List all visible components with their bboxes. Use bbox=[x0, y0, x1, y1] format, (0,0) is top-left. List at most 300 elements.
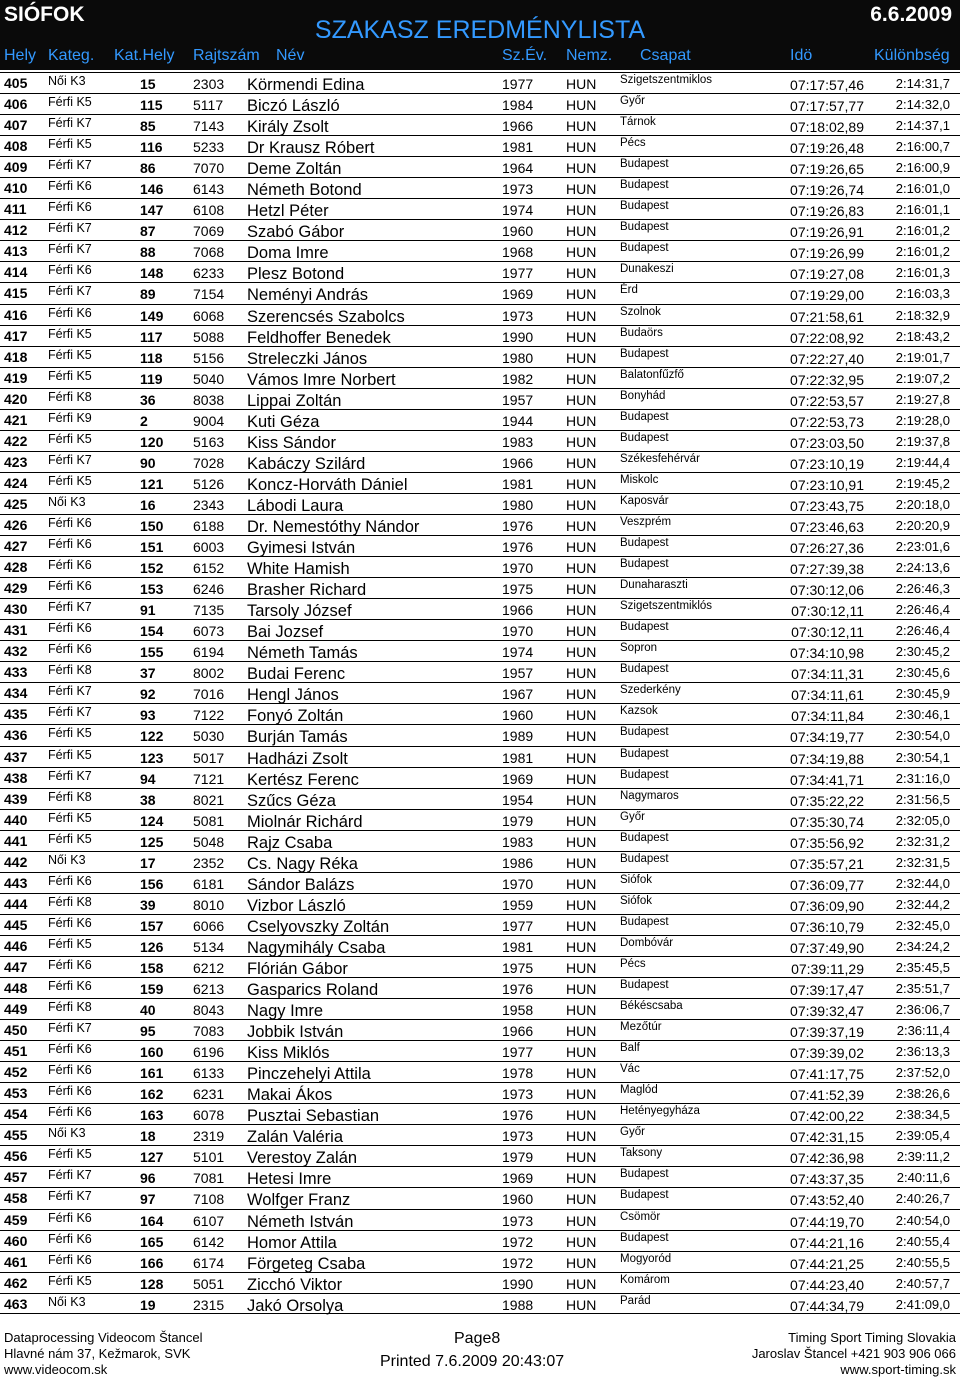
cell-category-place: 166 bbox=[140, 1254, 164, 1271]
cell-category-place: 86 bbox=[140, 160, 156, 177]
cell-birth-year: 1977 bbox=[502, 917, 534, 934]
cell-name: Feldhoffer Benedek bbox=[247, 328, 391, 347]
cell-place: 431 bbox=[4, 622, 28, 639]
cell-name: Lábodi Laura bbox=[247, 496, 344, 515]
cell-category-place: 90 bbox=[140, 454, 156, 471]
cell-category: Férfi K6 bbox=[48, 1252, 92, 1267]
table-row bbox=[0, 493, 960, 514]
cell-name: Kiss Sándor bbox=[247, 433, 336, 452]
cell-place: 456 bbox=[4, 1148, 28, 1165]
cell-place: 409 bbox=[4, 159, 28, 176]
cell-difference: 2:19:37,8 bbox=[895, 433, 950, 449]
cell-nationality: HUN bbox=[566, 1233, 597, 1250]
cell-place: 440 bbox=[4, 811, 28, 828]
cell-nationality: HUN bbox=[566, 139, 597, 156]
cell-place: 445 bbox=[4, 916, 28, 933]
cell-nationality: HUN bbox=[566, 560, 597, 577]
cell-name: Homor Attila bbox=[247, 1233, 337, 1252]
cell-bib-number: 6073 bbox=[193, 623, 225, 640]
cell-time: 07:39:39,02 bbox=[790, 1045, 864, 1062]
table-row bbox=[0, 177, 960, 198]
table-row bbox=[0, 304, 960, 325]
cell-time: 07:36:10,79 bbox=[790, 918, 864, 935]
cell-category: Férfi K7 bbox=[48, 452, 92, 467]
cell-category: Férfi K5 bbox=[48, 95, 92, 110]
cell-team: Budapest bbox=[620, 852, 669, 865]
cell-category-place: 162 bbox=[140, 1086, 164, 1103]
col-kateg: Kateg. bbox=[48, 47, 95, 64]
col-csapat: Csapat bbox=[640, 47, 691, 64]
cell-nationality: HUN bbox=[566, 1065, 597, 1082]
cell-place: 459 bbox=[4, 1211, 28, 1228]
cell-difference: 2:16:00,7 bbox=[895, 139, 950, 155]
cell-birth-year: 1958 bbox=[502, 1002, 534, 1019]
cell-team: Nagymaros bbox=[620, 789, 679, 802]
cell-category: Női K3 bbox=[48, 1294, 86, 1309]
cell-difference: 2:20:18,0 bbox=[895, 496, 950, 512]
cell-place: 452 bbox=[4, 1064, 28, 1081]
cell-birth-year: 1990 bbox=[502, 1275, 534, 1292]
cell-team: Budapest bbox=[620, 410, 669, 423]
cell-category: Férfi K8 bbox=[48, 389, 92, 404]
cell-team: Sopron bbox=[620, 642, 658, 655]
cell-category: Férfi K6 bbox=[48, 1105, 92, 1120]
cell-birth-year: 1954 bbox=[502, 791, 534, 808]
cell-category: Férfi K7 bbox=[48, 1021, 92, 1036]
cell-nationality: HUN bbox=[566, 496, 597, 513]
cell-difference: 2:16:01,2 bbox=[895, 223, 950, 239]
cell-nationality: HUN bbox=[566, 917, 597, 934]
cell-name: Nagymihály Csaba bbox=[247, 938, 386, 957]
cell-category-place: 85 bbox=[140, 118, 156, 135]
cell-birth-year: 1976 bbox=[502, 1107, 534, 1124]
cell-nationality: HUN bbox=[566, 1149, 597, 1166]
cell-birth-year: 1979 bbox=[502, 1149, 534, 1166]
event-city: SIÓFOK bbox=[4, 3, 85, 26]
cell-time: 07:22:32,95 bbox=[790, 371, 864, 388]
cell-bib-number: 5030 bbox=[193, 728, 225, 745]
cell-category-place: 97 bbox=[140, 1191, 156, 1208]
cell-team: Budapest bbox=[620, 621, 669, 634]
cell-birth-year: 1988 bbox=[502, 1296, 534, 1313]
cell-birth-year: 1968 bbox=[502, 244, 534, 261]
cell-name: Förgeteg Csaba bbox=[247, 1254, 366, 1273]
cell-birth-year: 1975 bbox=[502, 959, 534, 976]
cell-bib-number: 8043 bbox=[193, 1002, 225, 1019]
cell-team: Budapest bbox=[620, 200, 669, 213]
cell-time: 07:18:02,89 bbox=[790, 119, 864, 136]
cell-category-place: 92 bbox=[140, 686, 156, 703]
cell-team: Pécs bbox=[620, 957, 646, 970]
cell-name: Jobbik István bbox=[247, 1023, 344, 1042]
cell-category-place: 161 bbox=[140, 1065, 164, 1082]
cell-category-place: 149 bbox=[140, 307, 164, 324]
cell-place: 442 bbox=[4, 853, 28, 870]
cell-place: 462 bbox=[4, 1274, 28, 1291]
table-row bbox=[0, 724, 960, 745]
cell-birth-year: 1977 bbox=[502, 76, 534, 92]
cell-category: Férfi K6 bbox=[48, 979, 92, 994]
cell-category: Férfi K5 bbox=[48, 368, 92, 383]
cell-name: Rajz Csaba bbox=[247, 833, 333, 852]
cell-name: Hetzl Péter bbox=[247, 202, 329, 221]
cell-bib-number: 5017 bbox=[193, 749, 225, 766]
cell-bib-number: 6212 bbox=[193, 959, 225, 976]
cell-category-place: 157 bbox=[140, 917, 164, 934]
cell-place: 441 bbox=[4, 832, 28, 849]
cell-bib-number: 6196 bbox=[193, 1044, 225, 1061]
cell-team: Budapest bbox=[620, 768, 669, 781]
cell-category-place: 152 bbox=[140, 560, 164, 577]
cell-time: 07:35:56,92 bbox=[790, 834, 864, 851]
cell-team: Tárnok bbox=[620, 116, 656, 129]
cell-category-place: 94 bbox=[140, 770, 156, 787]
cell-place: 416 bbox=[4, 306, 28, 323]
cell-time: 07:23:46,63 bbox=[790, 518, 864, 535]
cell-time: 07:30:12,06 bbox=[790, 582, 864, 599]
cell-team: Budapest bbox=[620, 221, 669, 234]
col-kathely: Kat.Hely bbox=[114, 47, 175, 64]
cell-nationality: HUN bbox=[566, 875, 597, 892]
cell-time: 07:42:36,98 bbox=[790, 1150, 864, 1167]
cell-birth-year: 1983 bbox=[502, 833, 534, 850]
cell-name: Verestoy Zalán bbox=[247, 1149, 358, 1168]
cell-time: 07:23:43,75 bbox=[790, 497, 864, 514]
col-nemz: Nemz. bbox=[566, 47, 613, 64]
cell-time: 07:23:03,50 bbox=[790, 434, 864, 451]
cell-birth-year: 1976 bbox=[502, 539, 534, 556]
cell-name: Bai Jozsef bbox=[247, 623, 324, 642]
cell-birth-year: 1984 bbox=[502, 97, 534, 114]
cell-difference: 2:14:32,0 bbox=[895, 97, 950, 113]
cell-nationality: HUN bbox=[566, 938, 597, 955]
cell-difference: 2:26:46,4 bbox=[895, 602, 950, 618]
cell-time: 07:44:19,70 bbox=[790, 1213, 864, 1230]
cell-difference: 2:40:54,0 bbox=[895, 1212, 950, 1228]
cell-place: 446 bbox=[4, 937, 28, 954]
cell-nationality: HUN bbox=[566, 770, 597, 787]
cell-place: 435 bbox=[4, 706, 28, 723]
footer-page-number: Page8 bbox=[454, 1330, 501, 1347]
cell-name: Szabó Gábor bbox=[247, 223, 345, 242]
table-row bbox=[0, 703, 960, 724]
cell-category: Férfi K7 bbox=[48, 600, 92, 615]
table-row bbox=[0, 1145, 960, 1166]
cell-category-place: 160 bbox=[140, 1044, 164, 1061]
cell-place: 455 bbox=[4, 1127, 28, 1144]
cell-category-place: 88 bbox=[140, 244, 156, 261]
cell-bib-number: 6003 bbox=[193, 539, 225, 556]
cell-bib-number: 6108 bbox=[193, 202, 225, 219]
cell-time: 07:17:57,77 bbox=[790, 98, 864, 115]
cell-bib-number: 2352 bbox=[193, 854, 225, 871]
col-ido: Idö bbox=[790, 47, 813, 64]
cell-birth-year: 1977 bbox=[502, 1044, 534, 1061]
cell-team: Veszprém bbox=[620, 515, 672, 528]
cell-place: 450 bbox=[4, 1022, 28, 1039]
cell-nationality: HUN bbox=[566, 202, 597, 219]
cell-name: Kiss Miklós bbox=[247, 1044, 330, 1063]
cell-birth-year: 1960 bbox=[502, 707, 534, 724]
col-rajtszam: Rajtszám bbox=[193, 47, 260, 64]
cell-nationality: HUN bbox=[566, 244, 597, 261]
cell-place: 453 bbox=[4, 1085, 28, 1102]
cell-team: Balf bbox=[620, 1042, 640, 1055]
cell-time: 07:22:08,92 bbox=[790, 329, 864, 346]
cell-category: Férfi K6 bbox=[48, 200, 92, 215]
cell-place: 448 bbox=[4, 980, 28, 997]
cell-time: 07:19:27,08 bbox=[790, 266, 864, 283]
cell-bib-number: 6188 bbox=[193, 517, 225, 534]
cell-name: Gyimesi István bbox=[247, 539, 356, 558]
cell-category-place: 118 bbox=[140, 349, 163, 366]
cell-place: 454 bbox=[4, 1106, 28, 1123]
cell-name: Brasher Richard bbox=[247, 581, 367, 600]
cell-team: Budapest bbox=[620, 1189, 669, 1202]
cell-nationality: HUN bbox=[566, 265, 597, 282]
cell-category-place: 119 bbox=[140, 370, 163, 387]
table-row bbox=[0, 577, 960, 598]
cell-time: 07:17:57,46 bbox=[790, 77, 864, 93]
cell-time: 07:34:10,98 bbox=[790, 645, 864, 662]
cell-birth-year: 1975 bbox=[502, 581, 534, 598]
cell-bib-number: 8002 bbox=[193, 665, 225, 682]
cell-nationality: HUN bbox=[566, 728, 597, 745]
cell-place: 425 bbox=[4, 495, 28, 512]
cell-bib-number: 7028 bbox=[193, 454, 225, 471]
cell-time: 07:39:11,29 bbox=[791, 960, 864, 977]
cell-team: Kaposvár bbox=[620, 494, 669, 507]
cell-place: 423 bbox=[4, 453, 28, 470]
cell-difference: 2:39:05,4 bbox=[895, 1128, 950, 1144]
cell-category-place: 153 bbox=[140, 581, 164, 598]
cell-birth-year: 1981 bbox=[502, 475, 534, 492]
cell-bib-number: 5163 bbox=[193, 433, 225, 450]
cell-name: Miolnár Richárd bbox=[247, 812, 363, 831]
cell-category-place: 159 bbox=[140, 981, 164, 998]
table-row bbox=[0, 1082, 960, 1103]
cell-team: Kazsok bbox=[620, 705, 658, 718]
cell-category: Női K3 bbox=[48, 494, 86, 509]
cell-nationality: HUN bbox=[566, 602, 597, 619]
table-row bbox=[0, 556, 960, 577]
cell-category: Férfi K8 bbox=[48, 663, 92, 678]
cell-category-place: 96 bbox=[140, 1170, 156, 1187]
cell-nationality: HUN bbox=[566, 1002, 597, 1019]
cell-place: 410 bbox=[4, 180, 28, 197]
cell-difference: 2:18:43,2 bbox=[895, 328, 950, 344]
cell-birth-year: 1970 bbox=[502, 623, 534, 640]
cell-bib-number: 6107 bbox=[193, 1212, 225, 1229]
cell-nationality: HUN bbox=[566, 665, 597, 682]
cell-category: Férfi K6 bbox=[48, 1042, 92, 1057]
cell-name: Szűcs Géza bbox=[247, 791, 336, 810]
cell-category: Férfi K5 bbox=[48, 431, 92, 446]
cell-birth-year: 1979 bbox=[502, 812, 534, 829]
cell-bib-number: 6174 bbox=[193, 1254, 225, 1271]
table-row bbox=[0, 325, 960, 346]
cell-team: Budapest bbox=[620, 158, 669, 171]
cell-team: Győr bbox=[620, 1126, 645, 1139]
cell-bib-number: 7135 bbox=[193, 602, 225, 619]
cell-place: 420 bbox=[4, 390, 28, 407]
cell-time: 07:19:26,65 bbox=[790, 161, 864, 178]
cell-difference: 2:32:05,0 bbox=[895, 812, 950, 828]
cell-bib-number: 7070 bbox=[193, 160, 225, 177]
cell-team: Mogyoród bbox=[620, 1252, 672, 1265]
footer-printed: Printed 7.6.2009 20:43:07 bbox=[380, 1353, 565, 1370]
table-row bbox=[0, 156, 960, 177]
cell-difference: 2:18:32,9 bbox=[895, 307, 950, 323]
cell-bib-number: 8021 bbox=[193, 791, 225, 808]
footer-address: Hlavné nám 37, Kežmarok, SVK bbox=[4, 1346, 191, 1361]
cell-nationality: HUN bbox=[566, 349, 597, 366]
cell-difference: 2:30:54,1 bbox=[895, 749, 950, 765]
cell-bib-number: 7154 bbox=[193, 286, 225, 303]
cell-name: Fonyó Zoltán bbox=[247, 707, 344, 726]
cell-name: Hetesi Imre bbox=[247, 1170, 332, 1189]
cell-difference: 2:35:51,7 bbox=[895, 981, 950, 997]
cell-birth-year: 1973 bbox=[502, 307, 534, 324]
col-kulonbseg: Különbség bbox=[874, 47, 950, 64]
cell-difference: 2:39:11,2 bbox=[896, 1149, 950, 1165]
cell-category-place: 154 bbox=[140, 623, 164, 640]
cell-category-place: 116 bbox=[140, 139, 163, 156]
table-row bbox=[0, 598, 960, 619]
cell-category: Férfi K6 bbox=[48, 305, 92, 320]
cell-nationality: HUN bbox=[566, 1191, 597, 1208]
cell-nationality: HUN bbox=[566, 896, 597, 913]
cell-team: Budapest bbox=[620, 915, 669, 928]
cell-time: 07:34:19,77 bbox=[790, 729, 864, 746]
cell-team: Miskolc bbox=[620, 473, 659, 486]
cell-bib-number: 7108 bbox=[193, 1191, 225, 1208]
cell-category-place: 127 bbox=[140, 1149, 164, 1166]
cell-time: 07:34:41,71 bbox=[790, 771, 864, 788]
table-row bbox=[0, 1040, 960, 1061]
cell-team: Budapest bbox=[620, 1231, 669, 1244]
cell-difference: 2:31:16,0 bbox=[895, 770, 950, 786]
page-title: SZAKASZ EREDMÉNYLISTA bbox=[314, 16, 646, 44]
cell-name: Vámos Imre Norbert bbox=[247, 370, 396, 389]
cell-bib-number: 6066 bbox=[193, 917, 225, 934]
cell-difference: 2:30:45,9 bbox=[895, 686, 950, 702]
cell-bib-number: 5126 bbox=[193, 475, 225, 492]
cell-category: Férfi K8 bbox=[48, 789, 92, 804]
cell-time: 07:41:17,75 bbox=[790, 1066, 864, 1083]
cell-name: Hengl János bbox=[247, 686, 339, 705]
table-row bbox=[0, 914, 960, 935]
cell-bib-number: 8010 bbox=[193, 896, 225, 913]
table-row bbox=[0, 409, 960, 430]
cell-name: Pusztai Sebastian bbox=[247, 1107, 380, 1126]
cell-category-place: 89 bbox=[140, 286, 156, 303]
cell-bib-number: 2303 bbox=[193, 76, 225, 92]
cell-bib-number: 2319 bbox=[193, 1128, 225, 1145]
cell-team: Szolnok bbox=[620, 305, 661, 318]
cell-time: 07:39:37,19 bbox=[790, 1024, 864, 1041]
cell-category-place: 122 bbox=[140, 728, 164, 745]
cell-time: 07:37:49,90 bbox=[790, 939, 864, 956]
cell-time: 07:44:34,79 bbox=[790, 1297, 864, 1314]
cell-difference: 2:20:20,9 bbox=[895, 517, 950, 533]
cell-team: Csömör bbox=[620, 1210, 661, 1223]
cell-name: Király Zsolt bbox=[247, 118, 329, 137]
cell-name: Németh Botond bbox=[247, 181, 362, 200]
cell-category-place: 155 bbox=[140, 644, 164, 661]
cell-bib-number: 5081 bbox=[193, 812, 225, 829]
table-row bbox=[0, 114, 960, 135]
cell-category-place: 39 bbox=[140, 896, 156, 913]
cell-team: Hetényegyháza bbox=[620, 1105, 700, 1118]
cell-difference: 2:30:46,1 bbox=[895, 707, 950, 723]
cell-place: 432 bbox=[4, 643, 28, 660]
cell-place: 443 bbox=[4, 874, 28, 891]
cell-difference: 2:32:45,0 bbox=[895, 917, 950, 933]
cell-bib-number: 7143 bbox=[193, 118, 225, 135]
cell-time: 07:30:12,11 bbox=[791, 624, 864, 641]
table-row bbox=[0, 72, 960, 93]
cell-category: Férfi K6 bbox=[48, 873, 92, 888]
cell-name: Kertész Ferenc bbox=[247, 770, 359, 789]
cell-name: Tarsoly József bbox=[247, 602, 352, 621]
cell-team: Győr bbox=[620, 95, 645, 108]
cell-category: Férfi K7 bbox=[48, 768, 92, 783]
cell-time: 07:34:11,61 bbox=[791, 687, 864, 704]
cell-time: 07:22:53,73 bbox=[790, 413, 864, 430]
cell-bib-number: 2343 bbox=[193, 496, 225, 513]
cell-category: Férfi K6 bbox=[48, 957, 92, 972]
cell-nationality: HUN bbox=[566, 1086, 597, 1103]
cell-category-place: 120 bbox=[140, 433, 164, 450]
table-row bbox=[0, 1187, 960, 1208]
cell-category-place: 124 bbox=[140, 812, 164, 829]
table-row bbox=[0, 619, 960, 640]
cell-name: Németh István bbox=[247, 1212, 354, 1231]
cell-difference: 2:38:26,6 bbox=[895, 1086, 950, 1102]
cell-place: 463 bbox=[4, 1295, 28, 1312]
cell-nationality: HUN bbox=[566, 791, 597, 808]
cell-birth-year: 1973 bbox=[502, 181, 534, 198]
cell-time: 07:34:11,84 bbox=[791, 708, 864, 725]
cell-time: 07:44:23,40 bbox=[790, 1276, 864, 1293]
cell-birth-year: 1966 bbox=[502, 118, 534, 135]
cell-nationality: HUN bbox=[566, 307, 597, 324]
cell-name: Körmendi Edina bbox=[247, 76, 365, 94]
cell-team: Budapest bbox=[620, 537, 669, 550]
cell-category-place: 150 bbox=[140, 517, 164, 534]
cell-team: Maglód bbox=[620, 1084, 658, 1097]
cell-time: 07:19:29,00 bbox=[790, 287, 864, 304]
table-row bbox=[0, 788, 960, 809]
cell-place: 414 bbox=[4, 264, 28, 281]
cell-category-place: 95 bbox=[140, 1023, 156, 1040]
cell-category: Férfi K7 bbox=[48, 158, 92, 173]
cell-name: Koncz-Horváth Dániel bbox=[247, 475, 408, 494]
cell-nationality: HUN bbox=[566, 412, 597, 429]
cell-bib-number: 9004 bbox=[193, 412, 225, 429]
cell-birth-year: 1974 bbox=[502, 202, 534, 219]
page-footer bbox=[0, 1326, 960, 1381]
cell-name: Cselyovszky Zoltán bbox=[247, 917, 390, 936]
table-row bbox=[0, 451, 960, 472]
table-row bbox=[0, 1166, 960, 1187]
cell-category-place: 19 bbox=[140, 1296, 156, 1313]
cell-difference: 2:19:45,2 bbox=[895, 475, 950, 491]
cell-name: Pinczehelyi Attila bbox=[247, 1065, 371, 1084]
cell-place: 406 bbox=[4, 96, 28, 113]
cell-team: Szederkény bbox=[620, 684, 681, 697]
